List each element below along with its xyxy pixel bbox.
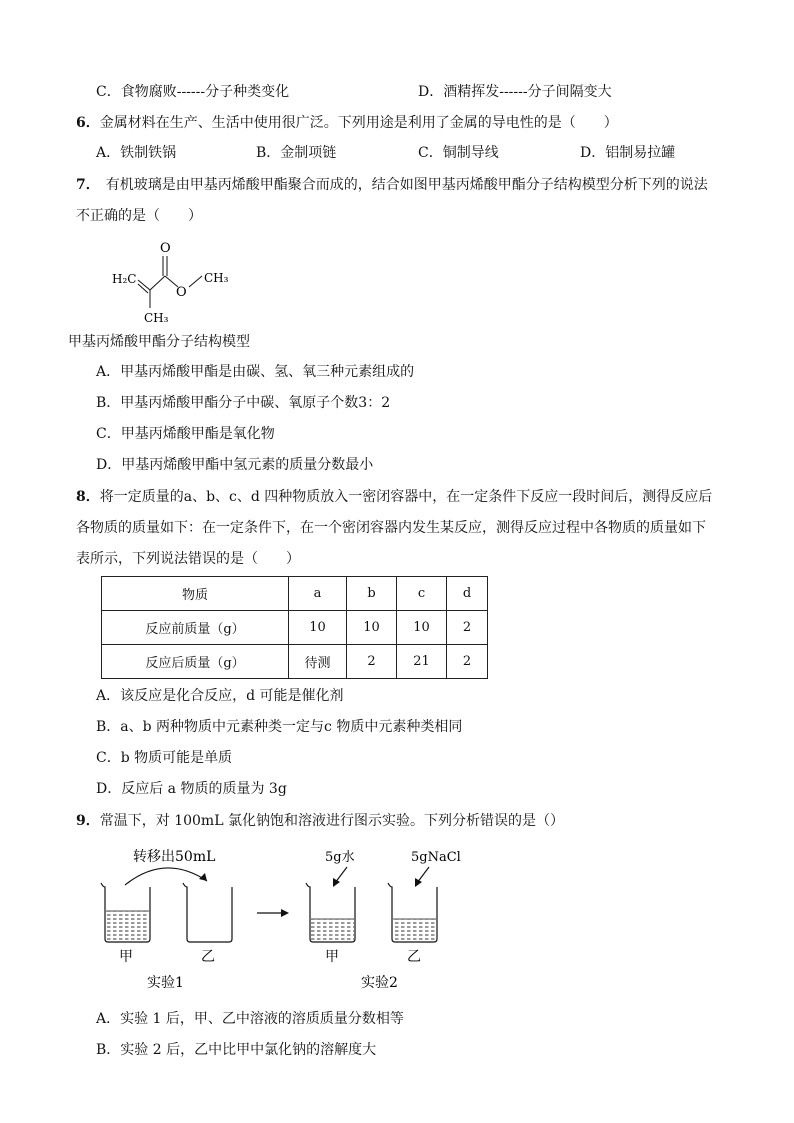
q7-number: 7． (76, 177, 100, 193)
table-cell: 10 (347, 611, 397, 645)
q6-number: 6． (76, 115, 100, 131)
solution-yi-2 (393, 919, 436, 941)
solution-jia-1 (106, 911, 149, 941)
atom-o-ester: O (176, 285, 187, 300)
q5-option-c: C．食物腐败------分子种类变化 (96, 84, 290, 100)
table-header-cell: a (289, 577, 347, 611)
q8-stem-line1 (76, 487, 712, 507)
q6-option-a: A．铁制铁锅 (96, 145, 177, 161)
label-jia-2: 甲 (325, 949, 339, 965)
q9-stem: 常温下，对 100mL 氯化钠饱和溶液进行图示实验。下列分析错误的是（） (99, 813, 564, 829)
label-yi-1: 乙 (201, 949, 215, 965)
table-header-cell: d (447, 577, 488, 611)
q7-stem-line2: 不正确的是（ ） (76, 208, 202, 224)
q8-option-a: A．该反应是化合反应，d 可能是催化剂 (96, 688, 344, 704)
q7-option-c: C．甲基丙烯酸甲酯是氧化物 (96, 426, 275, 442)
q6-option-c: C．铜制导线 (418, 145, 499, 161)
q8-stem-line3: 表所示，下列说法错误的是（ ） (76, 551, 300, 567)
nacl-label: 5gNaCl (411, 850, 461, 865)
q6-option-b: B．金制项链 (256, 145, 337, 161)
label-yi-2: 乙 (407, 949, 421, 965)
q7-stem-1: 有机玻璃是由甲基丙烯酸甲酯聚合而成的，结合如图甲基丙烯酸甲酯分子结构模型分析下列的说法 (105, 177, 708, 193)
mass-table (101, 576, 488, 679)
q6-stem-line (76, 113, 618, 133)
bond-ch2-c-2 (138, 284, 148, 293)
atom-o-carbonyl: O (160, 241, 171, 256)
table-header-row (102, 577, 488, 611)
experiment-diagram (95, 845, 475, 995)
q8-option-d: D．反应后 a 物质的质量为 3g (96, 781, 287, 797)
table-cell: 21 (397, 645, 447, 679)
table-row (102, 611, 488, 645)
atom-ch3-bottom: CH₃ (144, 311, 169, 325)
q8-stem-line2: 各物质的质量如下：在一定条件下，在一个密闭容器内发生某反应，测得反应过程中各物质的质量如下 (76, 520, 706, 536)
table-header-cell: 物质 (102, 577, 289, 611)
table-cell: 10 (289, 611, 347, 645)
table-cell: 10 (397, 611, 447, 645)
q8-stem-1: 将一定质量的a、b、c、d 四种物质放入一密闭容器中，在一定条件下反应一段时间后，测得反应后 (99, 489, 713, 505)
beaker-jia-1 (101, 883, 150, 942)
bond-c-c (150, 276, 165, 290)
table-cell: 反应后质量（g） (102, 645, 289, 679)
table-cell: 2 (447, 611, 488, 645)
molecule-structure-diagram (100, 232, 240, 327)
q8-number: 8． (76, 489, 100, 505)
table-header-cell: c (397, 577, 447, 611)
beaker-yi-1 (183, 883, 232, 942)
label-exp2: 实验2 (361, 975, 398, 991)
water-label: 5g水 (325, 850, 355, 865)
q9-option-b: B．实验 2 后，乙中比甲中氯化钠的溶解度大 (96, 1042, 377, 1058)
q8-option-c: C．b 物质可能是单质 (96, 750, 233, 766)
q7-option-b: B．甲基丙烯酸甲酯分子中碳、氧原子个数3：2 (96, 395, 391, 411)
transfer-arrow (125, 868, 207, 885)
process-arrow-head (281, 909, 289, 917)
q7-option-a: A．甲基丙烯酸甲酯是由碳、氢、氧三种元素组成的 (96, 364, 415, 380)
q6-stem: 金属材料在生产、生活中使用很广泛。下列用途是利用了金属的导电性的是（ ） (99, 115, 618, 131)
q6-option-d: D．铝制易拉罐 (580, 145, 676, 161)
table-header-cell: b (347, 577, 397, 611)
q9-option-a: A．实验 1 后，甲、乙中溶液的溶质质量分数相等 (96, 1011, 404, 1027)
beaker-jia-2 (306, 883, 355, 942)
solution-jia-2 (311, 919, 354, 941)
q5-option-d: D．酒精挥发------分子间隔变大 (418, 84, 612, 100)
bond-o-ch3 (189, 276, 202, 287)
nacl-arrow-head (415, 878, 422, 887)
atom-ch3-right: CH₃ (204, 271, 229, 285)
label-exp1: 实验1 (147, 975, 184, 991)
q8-option-b: B．a、b 两种物质中元素种类一定与c 物质中元素种类相同 (96, 719, 463, 735)
table-cell: 2 (347, 645, 397, 679)
q7-option-d: D．甲基丙烯酸甲酯中氢元素的质量分数最小 (96, 457, 374, 473)
q7-stem-line1 (76, 175, 708, 195)
beaker-yi-2 (388, 883, 437, 942)
atom-h2c: H₂C (112, 272, 137, 286)
water-arrow-head (333, 878, 340, 887)
table-row (102, 645, 488, 679)
q6-options (0, 143, 794, 163)
q7-caption: 甲基丙烯酸甲酯分子结构模型 (68, 334, 250, 350)
label-jia-1: 甲 (119, 949, 133, 965)
table-cell: 反应前质量（g） (102, 611, 289, 645)
q9-number: 9． (76, 813, 100, 829)
table-cell: 2 (447, 645, 488, 679)
q9-stem-line (76, 811, 564, 831)
transfer-label: 转移出50mL (133, 849, 216, 865)
table-cell: 待测 (289, 645, 347, 679)
